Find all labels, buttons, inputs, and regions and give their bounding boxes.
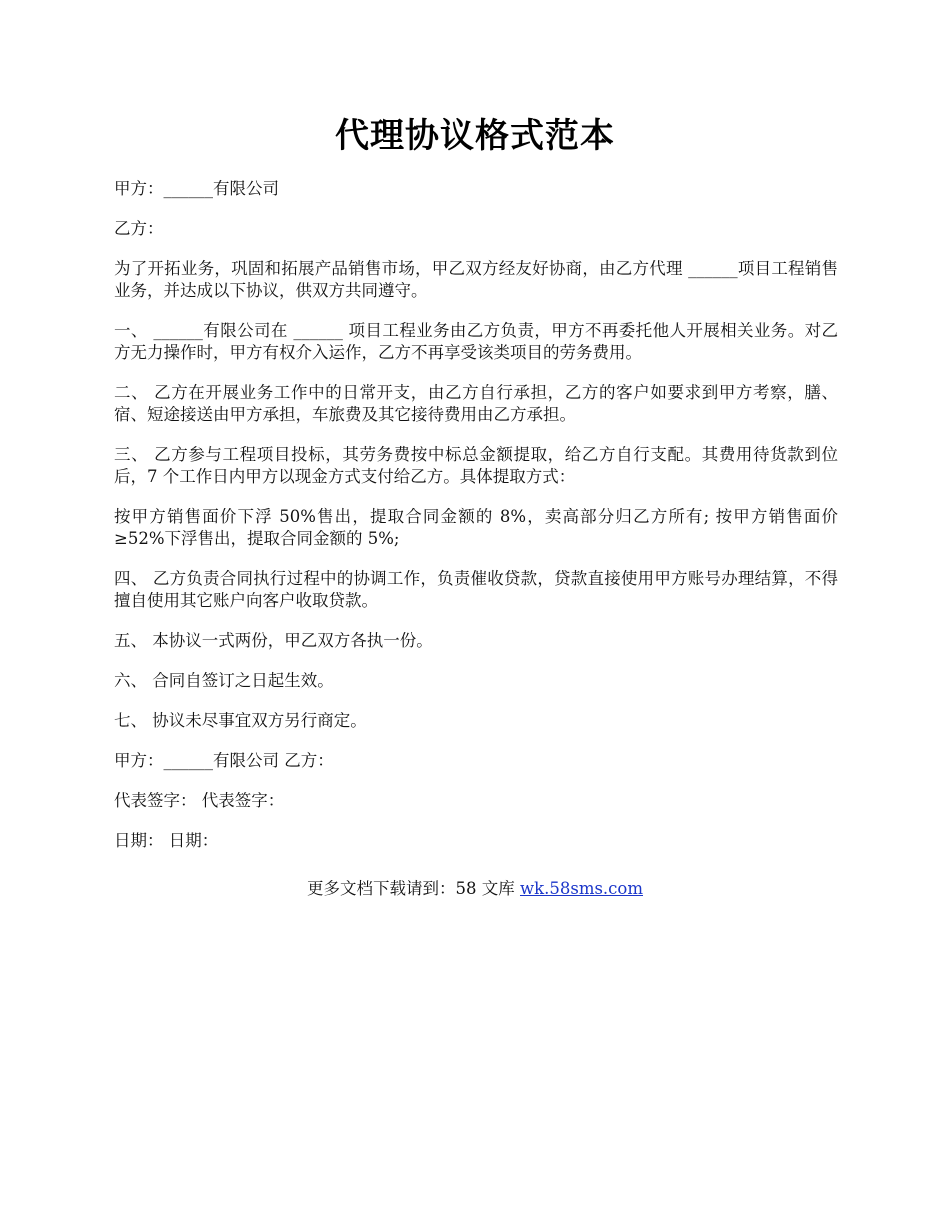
clause-4: 四、 乙方负责合同执行过程中的协调工作，负责催收贷款，贷款直接使用甲方账号办理结算，不得擅自使用其它账户向客户收取贷款。 <box>114 569 838 610</box>
document-title: 代理协议格式范本 <box>335 116 615 156</box>
document-body <box>114 178 838 870</box>
preamble-paragraph: 为了开拓业务，巩固和拓展产品销售市场，甲乙双方经友好协商，由乙方代理 ______项目工程销售业务，并达成以下协议，供双方共同遵守。 <box>114 259 838 300</box>
clause-2: 二、 乙方在开展业务工作中的日常开支，由乙方自行承担，乙方的客户如要求到甲方考察，膳、宿、短途接送由甲方承担，车旅费及其它接待费用由乙方承担。 <box>114 383 838 424</box>
clause-5: 五、 本协议一式两份，甲乙双方各执一份。 <box>114 631 433 650</box>
commission-method: 按甲方销售面价下浮 50%售出，提取合同金额的 8%，卖高部分归乙方所有; 按甲方销售面价≥52%下浮售出，提取合同金额的 5%; <box>114 507 838 548</box>
footer-prefix-text: 更多文档下载请到：58 文库 <box>306 879 520 898</box>
party-a-line: 甲方：______有限公司 <box>114 179 279 198</box>
clause-7: 七、 协议未尽事宜双方另行商定。 <box>114 711 367 730</box>
signature-party-line: 甲方：______有限公司 乙方： <box>114 751 334 770</box>
clause-6: 六、 合同自签订之日起生效。 <box>114 671 334 690</box>
footer-site-link[interactable]: wk.58sms.com <box>519 879 643 898</box>
signature-date-line: 日期： 日期： <box>114 831 219 850</box>
signature-representative-line: 代表签字： 代表签字： <box>114 791 285 810</box>
party-b-line: 乙方： <box>114 219 164 238</box>
clause-3: 三、 乙方参与工程项目投标，其劳务费按中标总金额提取，给乙方自行支配。其费用待货款到位后，7 个工作日内甲方以现金方式支付给乙方。具体提取方式： <box>114 445 838 486</box>
clause-1: 一、 ______有限公司在 ______ 项目工程业务由乙方负责，甲方不再委托他人开展相关业务。对乙方无力操作时，甲方有权介入运作，乙方不再享受该类项目的劳务费用。 <box>114 321 838 362</box>
download-footer <box>0 878 950 900</box>
